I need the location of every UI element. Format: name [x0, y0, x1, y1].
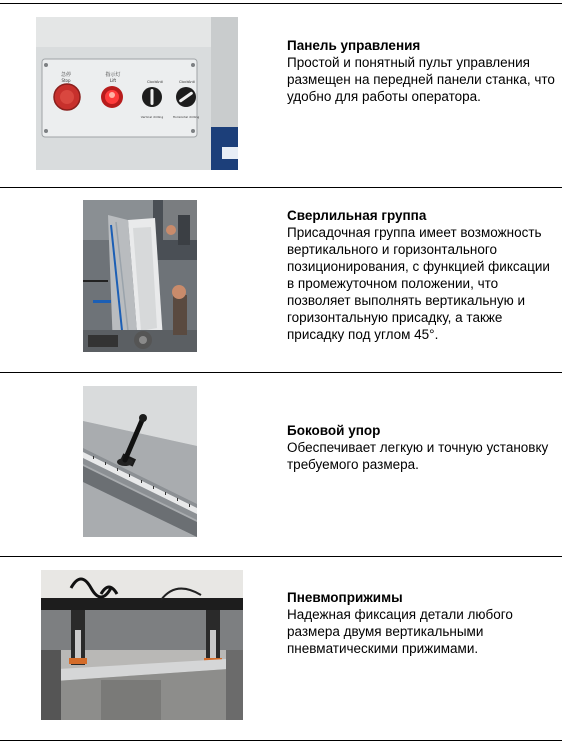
- section-description: Обеспечивает легкую и точную установку требуемого размера.: [287, 440, 549, 472]
- control-panel-photo: [36, 17, 238, 170]
- panel-label: Vertical drilling: [140, 115, 164, 119]
- drilling-group-photo: [83, 200, 197, 352]
- section-drilling-group: [287, 207, 555, 343]
- pneumatic-clamps-photo: [41, 570, 243, 720]
- panel-label: 急停: [60, 72, 72, 78]
- section-description: Надежная фиксация детали любого размера двумя вертикальными пневматическими прижимами.: [287, 607, 513, 656]
- panel-label: 指示灯: [105, 72, 121, 78]
- section-title: Пневмоприжимы: [287, 590, 403, 605]
- section-pneumatic-clamps: [287, 589, 555, 657]
- section-title: Панель управления: [287, 38, 421, 53]
- panel-label: Horizontal drilling: [172, 115, 200, 119]
- row-divider: [0, 372, 562, 373]
- row-divider: [0, 3, 562, 4]
- panel-label: Anti: [188, 80, 195, 84]
- section-title: Боковой упор: [287, 423, 381, 438]
- section-side-stop: [287, 422, 555, 473]
- panel-label: Stop: [61, 78, 71, 83]
- section-description: Присадочная группа имеет возможность вертикального и горизонтального позиционирования, с функцией фиксации в промежуточном положении, что позволяет выполнять вертикальную и горизонтальную присадку, а также присадку под углом 45°.: [287, 225, 550, 342]
- row-divider: [0, 740, 562, 741]
- panel-label: Anti: [156, 80, 163, 84]
- section-control-panel: [287, 37, 555, 105]
- panel-label: Lift: [109, 78, 117, 83]
- panel-label: Clock: [147, 80, 157, 84]
- row-divider: [0, 556, 562, 557]
- panel-label: Clock: [179, 80, 189, 84]
- side-stop-photo: [83, 386, 197, 537]
- section-title: Сверлильная группа: [287, 208, 427, 223]
- section-description: Простой и понятный пульт управления размещен на передней панели станка, что удобно для работы оператора.: [287, 55, 555, 104]
- row-divider: [0, 187, 562, 188]
